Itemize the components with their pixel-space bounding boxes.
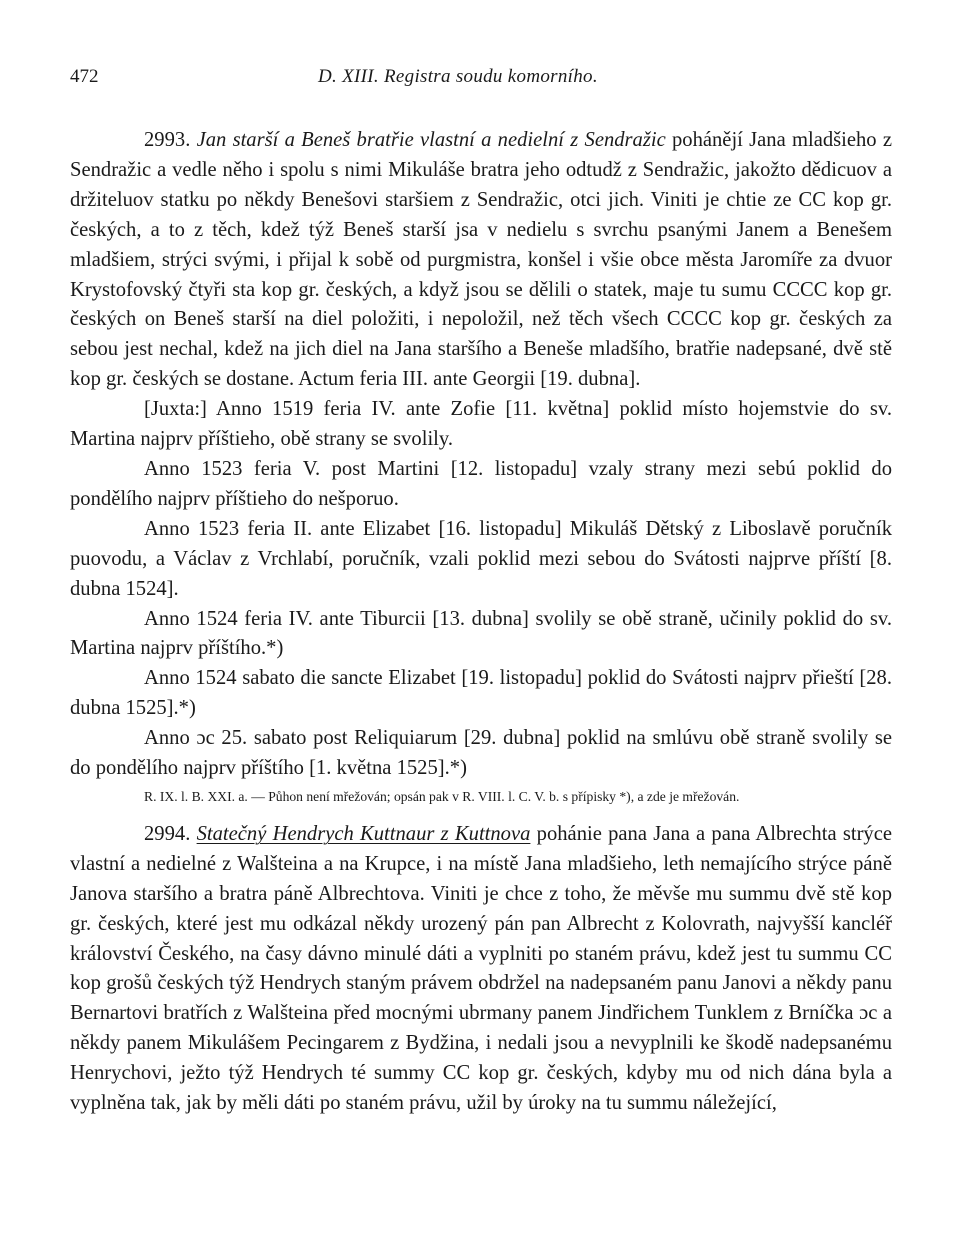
party-names: Statečný Hendrych Kuttnaur z Kuttnova <box>196 822 531 845</box>
page-header <box>70 66 892 94</box>
entry-text: pohánějí Jana mladšieho z Sendražic a vedle něho i spolu s nimi Mikuláše bratra jeho odtudž z Sendražic, jakožto dědicuov a držiteluov statku po někdy Benešovi staršiem z Sendražic, otci jich. Viniti je chtie ze CC kop gr. českých, a to z těch, kdež týž Beneš starší jsa v nedielu s svrchu psanými Janem a Benešem mladšiem, strýci svými, i přijal k sobě od purgmistra, konšel i všie obce města Jaromíře za dvuor Krystofovský čtyři sta kop gr. českých, a když jsou se dělili o statek, maje tu sumu CCCC kop gr. českých on Beneš starší na diel položiti, i nepoložil, než těch všech CCCC kop gr. českých za sebou jest nechal, kdež na jich diel na Jana staršího a Beneše mladšího, bratřie nadepsané, dvě stě kop gr. českých se dostane. Actum feria III. ante Georgii [19. dubna]. <box>70 129 892 391</box>
record-line: Anno ɔc 25. sabato post Reliquiarum [29. dubna] poklid na smlúvu obě straně svolily se do pondělího najprv příštího [1. května 1525].*) <box>70 727 892 780</box>
record-line: Anno 1523 feria V. post Martini [12. listopadu] vzaly strany mezi sebú poklid do pondělího najprv příštieho do nešporuo. <box>70 457 892 510</box>
page-number: 472 <box>70 66 99 87</box>
entry-2994 <box>70 820 892 1119</box>
document-page <box>70 66 892 1119</box>
entry-text: pohánie pana Jana a pana Albrechta strýce vlastní a nedielné z Walšteina a na Krupce, i na místě Jana mladšieho, leth nemajícího strýce páně Janova staršího a bratra páně Albrechtova. Viniti je chce z toho, že měvše mu summu dvě stě kop gr. českých, které jest mu odkázal někdy urozený pán pan Albrecht z Kolovrath, najvyšší kancléř království Českého, na časy dávno minulé dáti a vyplniti po staném právu, kdež jest tu summu CC kop grošů českých týž Hendrych staným právem obdržel na nadepsaném panu Janovi a někdy panu Bernartovi bratřích z Walšteina před mocnými ubrmany panem Jindřichem Tunklem z Brníčka ɔc a někdy panem Mikulášem Pecingarem z Bydžina, i nedali jsou a nevyplnili ke škodě nadepsanému Henrychovi, ježto týž Hendrych té summy CC kop gr. českých, kdyby mu od nich dána byla a vyplněna tak, jak by měli dáti po staném právu, užil by úroky na tu summu náležející, <box>70 822 893 1115</box>
entry-number: 2993. <box>144 129 191 151</box>
party-names: Jan starší a Beneš bratřie vlastní a nedielní z Sendražic <box>196 129 666 151</box>
entry-2993-paragraph <box>70 126 892 395</box>
source-note: R. IX. l. B. XXI. a. — Půhon není mřežován; opsán pak v R. VIII. l. C. V. b. s přípisky *), a zde je mřežován. <box>144 788 740 804</box>
record-line: [Juxta:] Anno 1519 feria IV. ante Zofie [11. května] poklid místo hojemstvie do sv. Martina najprv příštieho, obě strany se svolily. <box>70 398 892 451</box>
record-line: Anno 1524 sabato die sancte Elizabet [19. listopadu] poklid do Svátosti najprv přieští [28. dubna 1525].*) <box>70 667 892 720</box>
running-title: D. XIII. Registra soudu komorního. <box>318 66 598 87</box>
entry-number: 2994. <box>144 822 191 845</box>
record-line: Anno 1523 feria II. ante Elizabet [16. listopadu] Mikuláš Dětský z Liboslavě poručník puovodu, a Václav z Vrchlabí, poručník, vzali poklid mezi sebou do Svátosti najprve příští [8. dubna 1524]. <box>70 517 892 600</box>
record-line: Anno 1524 feria IV. ante Tiburcii [13. dubna] svolily se obě straně, učinily poklid do sv. Martina najprv příštího.*) <box>70 607 892 660</box>
entry-2994-paragraph <box>70 820 892 1119</box>
entry-2993 <box>70 126 892 807</box>
